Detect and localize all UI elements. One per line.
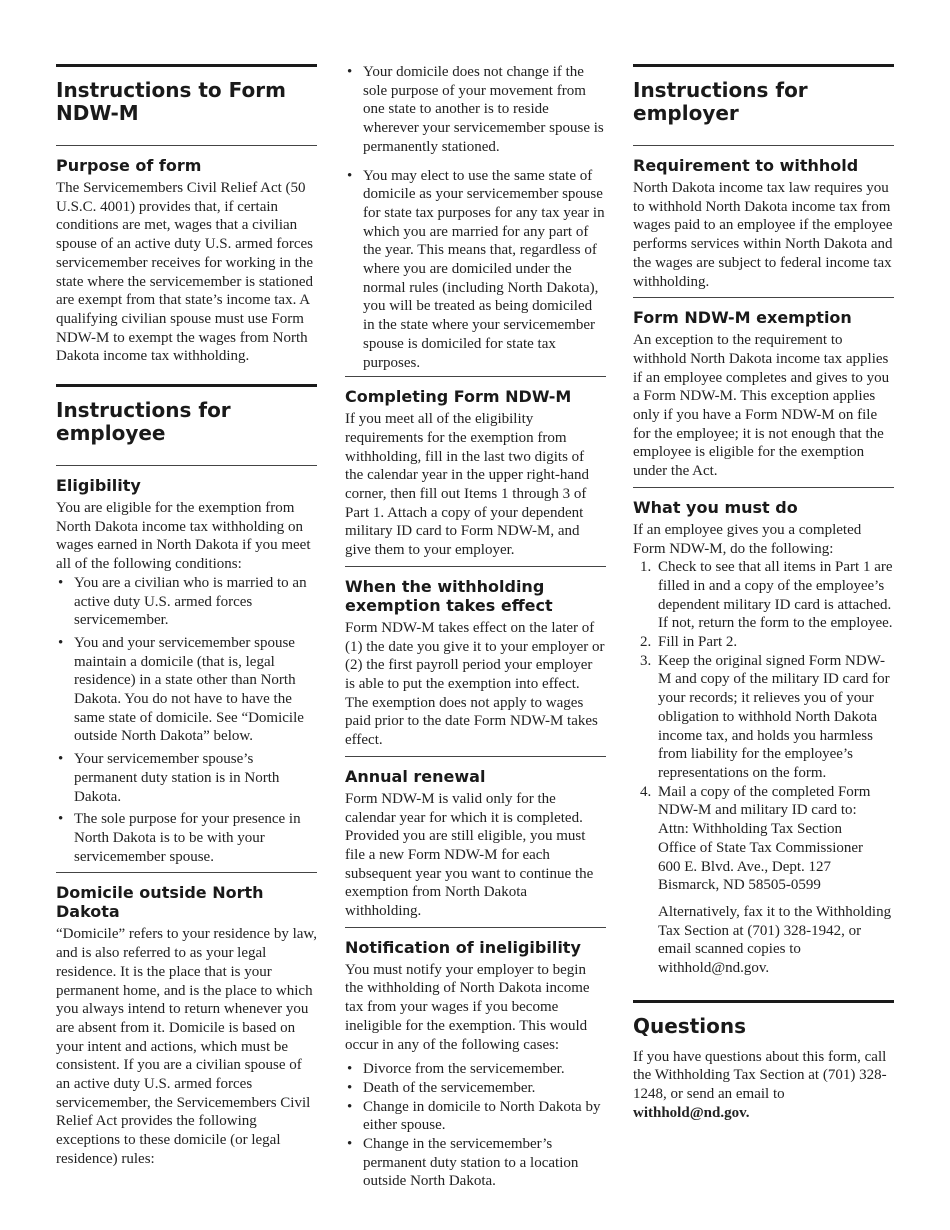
list-item: • Death of the servicemember. (345, 1079, 606, 1098)
step-text: Check to see that all items in Part 1 are filled in and a copy of the employee’s dependent military ID card is attached. If not, return the form to the employee. (658, 559, 893, 632)
section-rule (345, 566, 606, 567)
completing-text: If you meet all of the eligibility requirements for the exemption from withholding, fill in the last two digits of the calendar year in the upper right-hand corner, then fill out Items 1 through 3 of Part 1. Attach a copy of your dependent military ID card to Form NDW-M, and give them to your employer. (345, 411, 590, 559)
questions-body: If you have questions about this form, call the Withholding Tax Section at (701) 328-1248, or send an email to (633, 1048, 887, 1103)
list-item: • Divorce from the servicemember. (345, 1060, 606, 1079)
page-title: Instructions to Form NDW-M (56, 78, 286, 125)
list-item (633, 558, 894, 633)
step-number: 1. (640, 559, 652, 576)
mustdo-heading: What you must do (633, 497, 798, 517)
renewal-heading: Annual renewal (345, 766, 486, 786)
address-line: Office of State Tax Commissioner (658, 839, 864, 856)
section-rule (345, 756, 606, 757)
questions-text (633, 1048, 894, 1123)
column-3 (633, 64, 894, 1129)
effect-text: Form NDW-M takes effect on the later of (1) the date you give it to your employer or (2) the first payroll period your employer is able to put the exemption into effect. The exemption does not apply to wages paid prior to the date Form NDW-M takes effect. (345, 619, 605, 749)
domicile-exceptions-list (345, 63, 606, 372)
list-item: • You and your servicemember spouse maintain a domicile (that is, legal residence) in a state other than North Dakota. You do not have to have the same state of domicile. See “Domicile outside North Dakota” below. (56, 634, 317, 746)
section-rule (345, 376, 606, 377)
list-item (633, 652, 894, 783)
ineligibility-list (345, 1060, 606, 1191)
column-1 (56, 64, 317, 1175)
eligibility-text: You are eligible for the exemption from North Dakota income tax withholding on wages earned in North Dakota if you meet all of the following conditions: (56, 500, 311, 573)
section-rule (56, 872, 317, 873)
step-text: Fill in Part 2. (658, 634, 738, 651)
section-rule (56, 384, 317, 387)
section-rule (56, 465, 317, 466)
ineligibility-heading: Notification of ineligibility (345, 937, 581, 957)
list-item: • You are a civilian who is married to an active duty U.S. armed forces servicemember. (56, 574, 317, 630)
step-number: 3. (640, 652, 652, 669)
questions-title: Questions (633, 1013, 747, 1038)
email-link[interactable]: withhold@nd.gov. (633, 1104, 750, 1121)
domicile-heading: Domicile outside North Dakota (56, 883, 264, 922)
section-rule (633, 297, 894, 298)
list-item: • Your servicemember spouse’s permanent duty station is in North Dakota. (56, 750, 317, 806)
eligibility-list (56, 574, 317, 867)
employer-title: Instructions for employer (633, 78, 808, 125)
step-number: 4. (640, 783, 652, 800)
exemption-heading: Form NDW-M exemption (633, 308, 852, 328)
list-item: • Your domicile does not change if the sole purpose of your movement from one state to another is to reside wherever your servicemember spouse is permanently stationed. (345, 63, 606, 157)
exemption-text: An exception to the requirement to withhold North Dakota income tax applies if an employee completes and gives to you a Form NDW-M. This exception applies only if you have a Form NDW-M on file for the employee; it is not enough that the employee is eligible for the exemption under the Act. (633, 332, 890, 480)
section-rule (633, 145, 894, 146)
address-line: Bismarck, ND 58505-0599 (658, 877, 821, 894)
column-2 (345, 63, 606, 1197)
section-rule (633, 1000, 894, 1003)
requirement-heading: Requirement to withhold (633, 156, 859, 175)
step-text: Mail a copy of the completed Form NDW-M and military ID card to: (658, 783, 871, 819)
list-item: • Change in domicile to North Dakota by either spouse. (345, 1098, 606, 1135)
mailing-address (658, 820, 894, 895)
list-item (633, 633, 894, 652)
employee-title: Instructions for employee (56, 398, 231, 446)
purpose-heading: Purpose of form (56, 156, 202, 175)
list-item: • The sole purpose for your presence in North Dakota is to be with your servicemember spouse. (56, 810, 317, 866)
list-item: • You may elect to use the same state of domicile as your servicemember spouse for state tax purposes for any tax year in which you are married for any part of the year. This means that, regardless of where you are domiciled under the normal rules (including North Dakota), you will be treated as being domiciled in the state where your servicemember spouse is domiciled for state tax purposes. (345, 167, 606, 373)
fax-email-alternative: Alternatively, fax it to the Withholding Tax Section at (701) 328-1942, or email scanned copies to withhold@nd.gov. (658, 903, 892, 977)
purpose-text: The Servicemembers Civil Relief Act (50 U.S.C. 4001) provides that, if certain conditions are met, wages that a civilian spouse of an active duty U.S. armed forces servicemember receives for working in the state where the servicemember is stationed are exempt from that state’s income tax. A qualifying civilian spouse must use Form NDW-M to exempt the wages from North Dakota income tax withholding. (56, 180, 314, 365)
step-number: 2. (640, 634, 652, 651)
address-line: 600 E. Blvd. Ave., Dept. 127 (658, 858, 832, 875)
section-rule (345, 927, 606, 928)
renewal-text: Form NDW-M is valid only for the calendar year for which it is completed. Provided you are still eligible, you must file a new Form NDW-M for each subsequent year you want to continue the exemption from North Dakota withholding. (345, 790, 594, 920)
section-rule (56, 64, 317, 67)
list-item (633, 783, 894, 978)
section-rule (56, 145, 317, 146)
step-text: Keep the original signed Form NDW-M and copy of the military ID card for your records; it relieves you of your obligation to withhold North Dakota income tax, and holds you harmless from liability for the employee’s representations on the form. (658, 652, 890, 781)
list-item: • Change in the servicemember’s permanent duty station to a location outside North Dakota. (345, 1135, 606, 1191)
mustdo-steps (633, 558, 894, 977)
eligibility-heading: Eligibility (56, 476, 141, 496)
address-line: Attn: Withholding Tax Section (658, 821, 843, 838)
ineligibility-text: You must notify your employer to begin the withholding of North Dakota income tax from your wages if you become ineligible for the exemption. This would occur in any of the following cases: (345, 961, 590, 1053)
domicile-text: “Domicile” refers to your residence by law, and is also referred to as your legal residence. It is the place that is your permanent home, and is the place to which you always intend to return whenever you are absent from it. Domicile is based on your intent and actions, which must be consistent. If you are a civilian spouse of an active duty U.S. armed forces servicemember, the Servicemembers Civil Relief Act provides the following exceptions to these domicile (or legal residence) rules: (56, 926, 317, 1167)
section-rule (633, 64, 894, 67)
effect-heading: When the withholding exemption takes effect (345, 576, 553, 615)
requirement-text: North Dakota income tax law requires you to withhold North Dakota income tax from wages paid to an employee if the employee performs services within North Dakota and the wages are subject to federal income tax withholding. (633, 180, 893, 290)
mustdo-text: If an employee gives you a completed Form NDW-M, do the following: (633, 521, 862, 557)
completing-heading: Completing Form NDW-M (345, 387, 572, 407)
section-rule (633, 487, 894, 488)
